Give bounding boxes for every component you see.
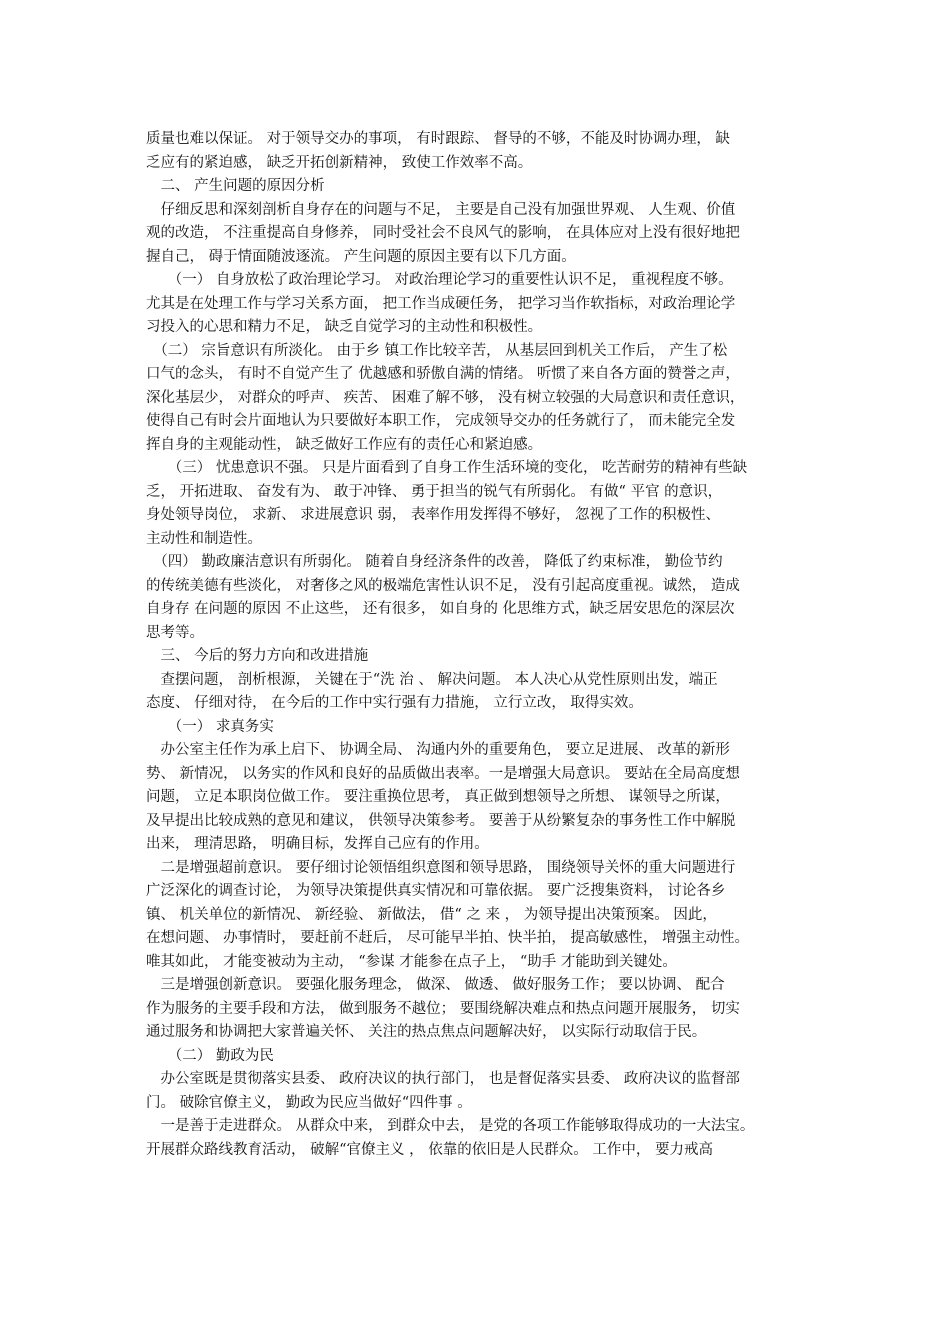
text-line: 主动性和制造性。 <box>146 530 262 547</box>
text-line: （一） 求真务实 <box>146 718 274 735</box>
text-line: 一是善于走进群众。 从群众中来， 到群众中去， 是党的各项工作能够取得成功的一大法宝。 <box>146 1118 755 1134</box>
text-line: （一） 自身放松了政治理论学习。 对政治理论学习的重要性认识不足， 重视程度不够。 <box>146 272 733 288</box>
text-line: 乏应有的紧迫感， 缺乏开拓创新精神， 致使工作效率不高。 <box>146 154 533 171</box>
text-line: 及早提出比较成熟的意见和建议， 供领导决策参考。 要善于从纷繁复杂的事务性工作中解脱 <box>146 812 736 829</box>
text-line: 三是增强创新意识。 要强化服务理念， 做深、 做透、 做好服务工作； 要以协调、 配合 <box>146 977 725 993</box>
text-line: 广泛深化的调查讨论， 为领导决策提供真实情况和可靠依据。 要广泛搜集资料， 讨论各乡 <box>146 883 726 899</box>
document-body <box>146 128 826 1162</box>
text-line: 通过服务和协调把大家普遍关怀、 关注的热点焦点问题解决好， 以实际行动取信于民。 <box>146 1024 707 1040</box>
text-line: 三、 今后的努力方向和改进措施 <box>146 648 369 664</box>
text-line: 镇、 机关单位的新情况、 新经验、 新做法， 借“ 之 来 ， 为领导提出决策预案。 因此， <box>146 906 717 923</box>
text-line: 仔细反思和深刻剖析自身存在的问题与不足， 主要是自己没有加强世界观、 人生观、价值 <box>146 201 736 218</box>
text-line: 口气的念头， 有时不自觉产生了 优越感和骄傲自满的情绪。 听惯了来自各方面的赞誉之声， <box>146 366 740 382</box>
text-line: 唯其如此， 才能变被动为主动， “参谋 才能参在点子上， “助手 才能助到关键处。 <box>146 953 677 970</box>
text-line: 观的改造， 不注重提高自身修养， 同时受社会不良风气的影响， 在具体应对上没有很好地把 <box>146 225 740 241</box>
text-line: 办公室主任作为承上启下、 协调全局、 沟通内外的重要角色， 要立足进展、 改革的新形 <box>146 742 730 758</box>
text-line: 思考等。 <box>146 624 204 641</box>
text-line: 尤其是在处理工作与学习关系方面， 把工作当成硬任务， 把学习当作软指标，对政治理论学 <box>146 295 736 312</box>
text-line: 二是增强超前意识。 要仔细讨论领悟组织意图和领导思路， 围绕领导关怀的重大问题进行 <box>146 859 736 876</box>
text-line: 的传统美德有些淡化， 对奢侈之风的极端危害性认识不足， 没有引起高度重视。诚然， 造成 <box>146 577 740 594</box>
text-line: 深化基层少， 对群众的呼声、 疾苦、 困难了解不够， 没有树立较强的大局意识和责任意识， <box>146 389 745 406</box>
text-line: （二） 勤政为民 <box>146 1047 274 1064</box>
text-line: （四） 勤政廉洁意识有所弱化。 随着自身经济条件的改善， 降低了约束标准， 勤俭节约 <box>146 554 723 570</box>
text-line: 办公室既是贯彻落实县委、 政府决议的执行部门， 也是督促落实县委、 政府决议的监督部 <box>146 1071 740 1087</box>
text-line: （三） 忧患意识不强。 只是片面看到了自身工作生活环境的变化， 吃苦耐劳的精神有些缺 <box>146 460 748 476</box>
text-line: 开展群众路线教育活动， 破解“官僚主义 ， 依靠的依旧是人民群众。 工作中， 要力戒高 <box>146 1141 713 1158</box>
text-line: 自身存 在问题的原因 不止这些， 还有很多， 如自身的 化思维方式，缺乏居安思危的深层次 <box>146 601 735 617</box>
text-line: 态度、 仔细对待， 在今后的工作中实行强有力措施， 立行立改， 取得实效。 <box>146 695 643 711</box>
text-line: 挥自身的主观能动性， 缺乏做好工作应有的责任心和紧迫感。 <box>146 436 543 453</box>
text-line: 握自己， 碍于情面随波逐流。 产生问题的原因主要有以下几方面。 <box>146 248 576 265</box>
text-line: 习投入的心思和精力不足， 缺乏自觉学习的主动性和积极性。 <box>146 319 543 335</box>
text-line: 问题， 立足本职岗位做工作。 要注重换位思考， 真正做到想领导之所想、 谋领导之所谋， <box>146 789 730 805</box>
text-line: 作为服务的主要手段和方法， 做到服务不越位； 要围绕解决难点和热点问题开展服务， 切实 <box>146 1000 740 1017</box>
text-line: （二） 宗旨意识有所淡化。 由于乡 镇工作比较辛苦， 从基层回到机关工作后， 产生了松 <box>146 342 728 359</box>
text-line: 查摆问题， 剖析根源， 关键在于“洗 治 、 解决问题。 本人决心从党性原则出发，端正 <box>146 671 718 688</box>
text-line: 身处领导岗位， 求新、 求进展意识 弱， 表率作用发挥得不够好， 忽视了工作的积极性、 <box>146 507 721 523</box>
text-line: 在想问题、 办事情时， 要赶前不赶后， 尽可能早半拍、快半拍， 提高敏感性， 增强主动性。 <box>146 930 750 946</box>
text-line: 出来， 理清思路， 明确目标，发挥自己应有的作用。 <box>146 836 489 852</box>
text-line: 使得自己有时会片面地认为只要做好本职工作， 完成领导交办的任务就行了， 而未能完全发 <box>146 413 736 429</box>
text-line: 势、 新情况， 以务实的作风和良好的品质做出表率。一是增强大局意识。 要站在全局高度想 <box>146 765 740 782</box>
text-line: 二、 产生问题的原因分析 <box>146 178 325 194</box>
text-line: 乏， 开拓进取、 奋发有为、 敢于冲锋、 勇于担当的锐气有所弱化。 有做“ 平官 的意识， <box>146 483 723 500</box>
text-line: 门。 破除官僚主义， 勤政为民应当做好“四件事 。 <box>146 1094 472 1111</box>
text-line: 质量也难以保证。 对于领导交办的事项， 有时跟踪、 督导的不够，不能及时协调办理， 缺 <box>146 131 730 147</box>
